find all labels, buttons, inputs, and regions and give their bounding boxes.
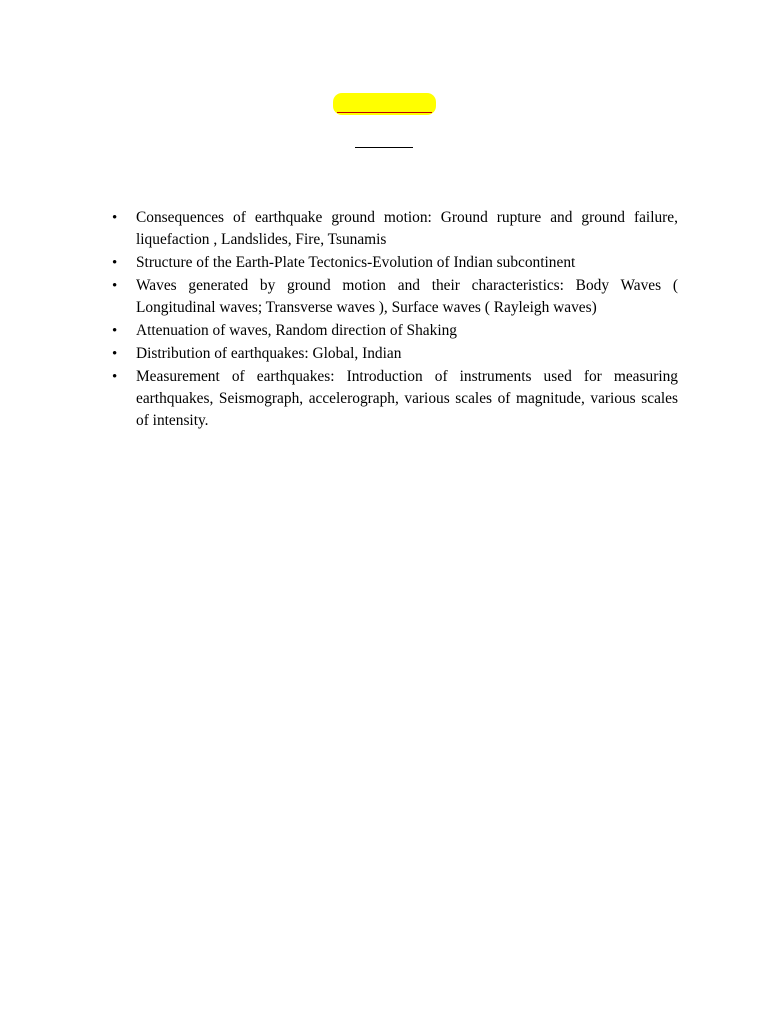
bullet-icon: • bbox=[112, 210, 118, 226]
list-item bbox=[112, 275, 678, 319]
list-item-text: Distribution of earthquakes: Global, Indian bbox=[136, 345, 402, 362]
subheading-rule bbox=[355, 147, 413, 148]
bullet-icon: • bbox=[112, 255, 118, 271]
list-item-text: Waves generated by ground motion and their characteristics: Body Waves ( Longitudinal waves; Transverse waves ), Surface waves ( Rayleigh waves) bbox=[136, 277, 678, 316]
list-item bbox=[112, 320, 678, 342]
bullet-icon: • bbox=[112, 323, 118, 339]
list-item-text: Measurement of earthquakes: Introduction of instruments used for measuring earthquakes, Seismograph, accelerograph, various scales of magnitude, various scales of intensity. bbox=[136, 368, 678, 429]
list-item bbox=[112, 366, 678, 432]
topic-list bbox=[112, 207, 678, 433]
bullet-icon: • bbox=[112, 346, 118, 362]
bullet-icon: • bbox=[112, 278, 118, 294]
list-item bbox=[112, 252, 678, 274]
list-item bbox=[112, 343, 678, 365]
list-item-text: Attenuation of waves, Random direction of Shaking bbox=[136, 322, 458, 339]
list-item-text: Structure of the Earth-Plate Tectonics-Evolution of Indian subcontinent bbox=[136, 254, 576, 271]
bullet-icon: • bbox=[112, 369, 118, 385]
list-item-text: Consequences of earthquake ground motion: Ground rupture and ground failure, liquefaction , Landslides, Fire, Tsunamis bbox=[136, 209, 678, 248]
list-item bbox=[112, 207, 678, 251]
heading-underline bbox=[337, 112, 432, 113]
